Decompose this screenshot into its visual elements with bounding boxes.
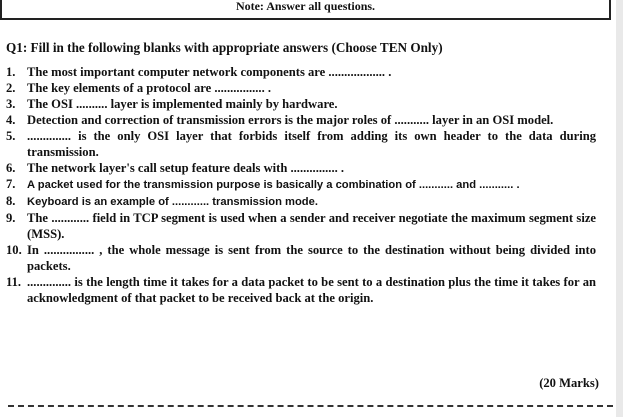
question-number: 9. xyxy=(6,211,16,225)
question-number: 10. xyxy=(6,243,22,257)
question-text: .............. is the length time it takes for a data packet to be sent to a destination plus the time it takes for an acknowledgment of that packet to be received back at the origin. xyxy=(27,275,596,305)
question-number: 2. xyxy=(6,81,16,95)
question-number: 6. xyxy=(6,161,16,175)
question-item xyxy=(6,274,596,306)
question-number: 4. xyxy=(6,113,16,127)
note-box xyxy=(0,0,611,20)
question-heading: Q1: Fill in the following blanks with appropriate answers (Choose TEN Only) xyxy=(6,40,443,55)
question-number: 8. xyxy=(6,194,16,208)
question-text: The key elements of a protocol are ................ . xyxy=(27,81,272,95)
question-text: Detection and correction of transmission errors is the major roles of ........... layer in an OSI model. xyxy=(27,113,554,127)
question-item xyxy=(6,160,596,176)
question-item xyxy=(6,128,596,160)
question-number: 3. xyxy=(6,97,16,111)
page-edge-shadow xyxy=(616,0,623,417)
question-text: .............. is the only OSI layer that forbids itself from adding its own header to the data during transmission. xyxy=(27,129,596,159)
question-item xyxy=(6,64,596,80)
question-number: 5. xyxy=(6,129,16,143)
question-text: The OSI .......... layer is implemented mainly by hardware. xyxy=(27,97,338,111)
question-text: In ................ , the whole message is sent from the source to the destination without being divided into packets. xyxy=(27,243,596,273)
question-text: Keyboard is an example of ............ transmission mode. xyxy=(27,196,318,208)
question-list xyxy=(6,64,596,306)
question-item xyxy=(6,176,596,193)
question-item xyxy=(6,96,596,112)
question-item xyxy=(6,80,596,96)
question-number: 11. xyxy=(6,275,22,289)
note-text: Note: Answer all questions. xyxy=(235,0,376,13)
question-text: The ............ field in TCP segment is used when a sender and receiver negotiate the maximum segment size (MSS). xyxy=(27,211,596,241)
question-text: The network layer's call setup feature deals with ............... . xyxy=(27,161,345,175)
question-item xyxy=(6,193,596,210)
question-text: The most important computer network components are .................. . xyxy=(27,65,392,79)
marks-label: (20 Marks) xyxy=(539,376,599,390)
question-item xyxy=(6,112,596,128)
question-text: A packet used for the transmission purpose is basically a combination of ........... and ........... . xyxy=(27,179,520,191)
dashed-divider xyxy=(8,405,613,407)
question-item xyxy=(6,210,596,242)
question-item xyxy=(6,242,596,274)
question-number: 1. xyxy=(6,65,16,79)
question-number: 7. xyxy=(6,177,16,191)
